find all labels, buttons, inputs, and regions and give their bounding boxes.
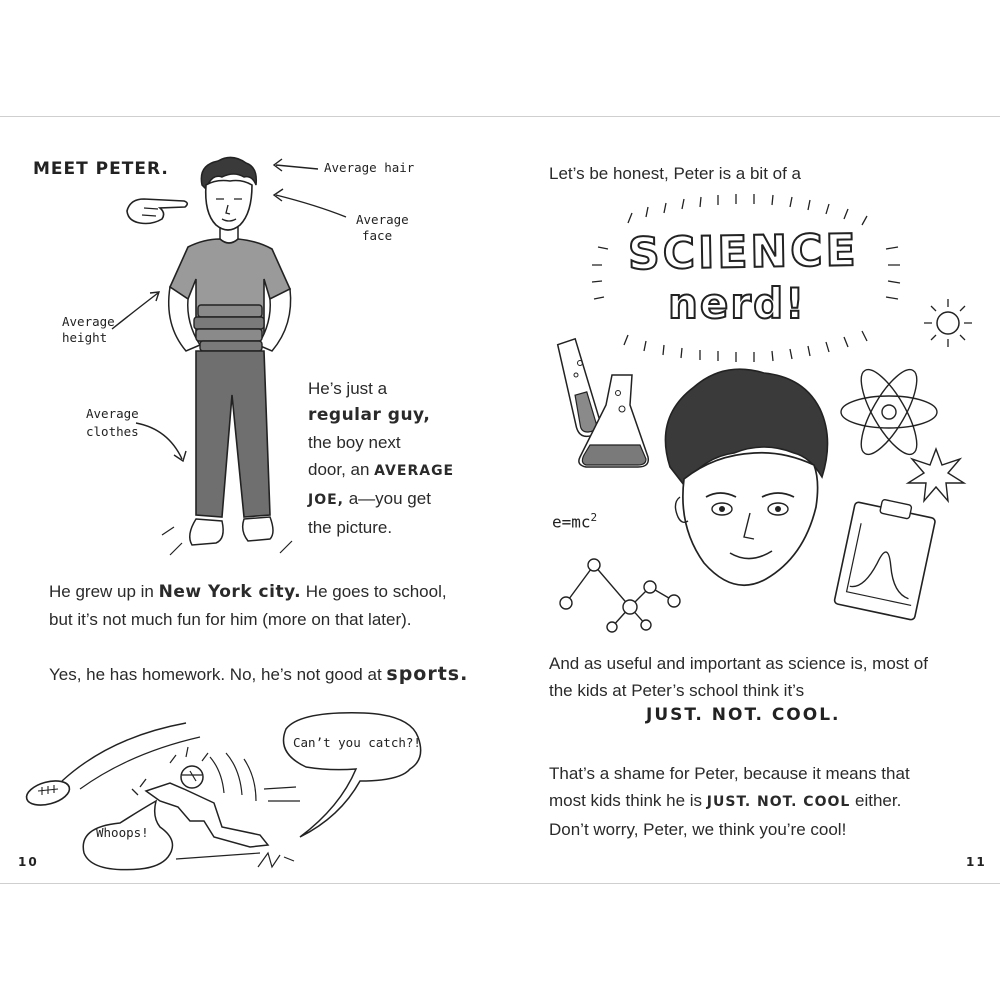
side-text bbox=[308, 375, 454, 541]
clipboard-icon bbox=[830, 495, 940, 625]
paragraph-science-useful: And as useful and important as science is, most of the kids at Peter’s school think it’s bbox=[549, 654, 928, 700]
peter-face-illustration bbox=[644, 357, 844, 607]
sun-icon bbox=[918, 293, 978, 353]
side-text-line: the boy next bbox=[308, 433, 401, 452]
new-york-city-text: New York city. bbox=[158, 582, 302, 602]
left-page bbox=[0, 117, 500, 885]
football-scene bbox=[0, 697, 500, 877]
page-number-left: 10 bbox=[18, 855, 39, 869]
paragraph-shame: That’s a shame for Peter, because it means that most kids think he is JUST. NOT. COOL either. Don’t worry, Peter, we think you’re cool! bbox=[549, 764, 910, 839]
atom-icon bbox=[834, 367, 944, 457]
title-nerd: nerd! bbox=[668, 279, 807, 328]
paragraph-new-york: He grew up in New York city. He goes to school, but it’s not much fun for him (more on that later). bbox=[49, 582, 447, 629]
side-text-line: the picture. bbox=[308, 518, 393, 537]
speech-bubble-catch: Can’t you catch?! bbox=[293, 735, 421, 750]
side-text-line: JOE, a—you get bbox=[308, 489, 431, 508]
annotation-clothes-line1: Average bbox=[86, 406, 139, 421]
just-not-cool-emphasis: JUST. NOT. COOL. bbox=[646, 705, 841, 725]
annotation-hair: Average hair bbox=[324, 160, 415, 175]
formula-emc2: $e=mc^2$ bbox=[552, 511, 598, 532]
side-text-line: door, an AVERAGE bbox=[308, 460, 455, 479]
book-spread bbox=[0, 116, 1000, 884]
sports-word: sports. bbox=[386, 663, 469, 685]
paragraph-sports: Yes, he has homework. No, he’s not good at sports. bbox=[49, 663, 469, 685]
title-science: SCIENCE bbox=[627, 224, 860, 281]
annotation-clothes-line2: clothes bbox=[86, 424, 139, 439]
intro-text: Let’s be honest, Peter is a bit of a bbox=[549, 164, 802, 183]
speech-bubble-whoops: Whoops! bbox=[96, 825, 149, 840]
annotation-face-line2: face bbox=[362, 228, 393, 243]
page-number-right: 11 bbox=[966, 855, 987, 869]
right-page bbox=[500, 117, 1000, 885]
page-heading: MEET PETER. bbox=[33, 159, 169, 179]
side-text-bold: regular guy, bbox=[308, 405, 431, 425]
annotation-height-line1: Average bbox=[62, 314, 115, 329]
flask-icon bbox=[556, 335, 652, 485]
annotation-face-line1: Average bbox=[356, 212, 409, 227]
side-text-line: He’s just a bbox=[308, 379, 388, 398]
annotation-height-line2: height bbox=[62, 330, 108, 345]
